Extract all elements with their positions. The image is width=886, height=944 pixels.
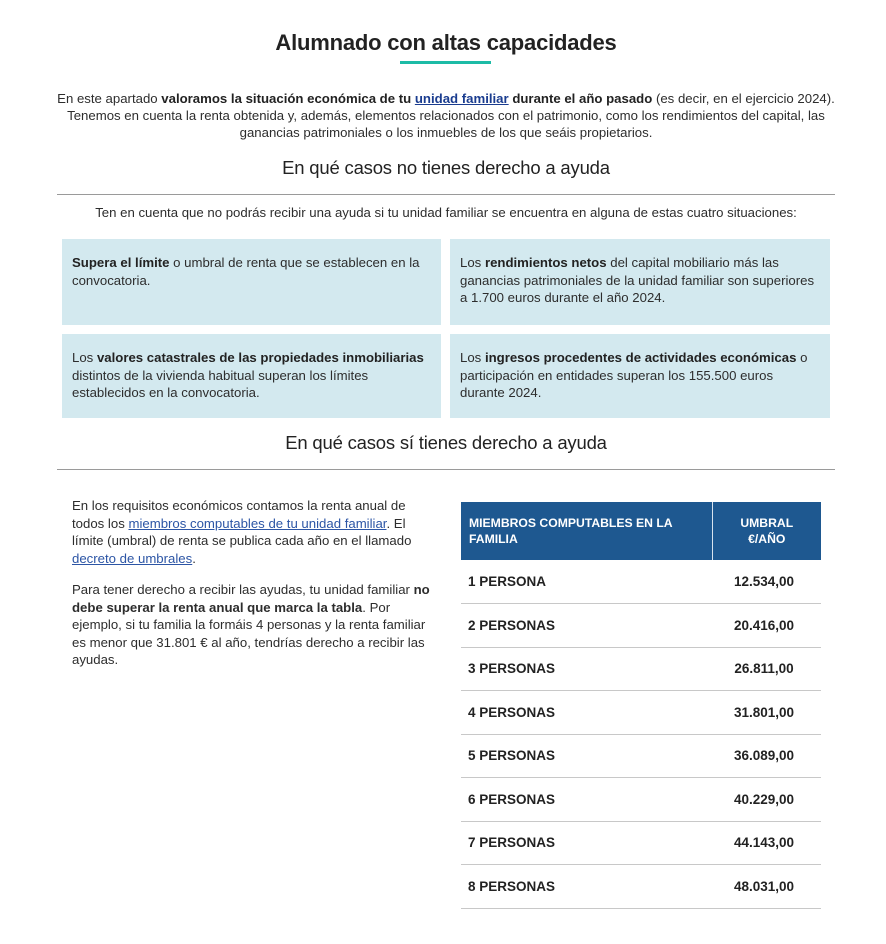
row-miembros: 4 PERSONAS	[461, 691, 712, 735]
card-catastrales: Los valores catastrales de las propiedades inmobiliarias distintos de la vivienda habitual superan los límites establecidos en la convocatoria.	[62, 334, 441, 418]
situations-note: Ten en cuenta que no podrás recibir una ayuda si tu unidad familiar se encuentra en alguna de estas cuatro situaciones:	[95, 205, 797, 220]
table-row	[461, 821, 821, 865]
row-umbral: 26.811,00	[712, 647, 821, 691]
requisitos-paragraph: En los requisitos económicos contamos la renta anual de todos los miembros computables de tu unidad familiar. El límite (umbral) de renta se publica cada año en el llamado decreto de umbrales.	[72, 498, 412, 566]
row-umbral: 31.801,00	[712, 691, 821, 735]
row-umbral: 20.416,00	[712, 604, 821, 648]
umbrales-table	[461, 502, 821, 909]
heading-no-derecho: En qué casos no tienes derecho a ayuda	[282, 157, 610, 178]
row-miembros: 8 PERSONAS	[461, 865, 712, 909]
card-limite: Supera el límite o umbral de renta que se establecen en la convocatoria.	[62, 239, 441, 325]
title-underline	[400, 61, 491, 64]
table-row	[461, 560, 821, 604]
row-umbral: 44.143,00	[712, 821, 821, 865]
card-ingresos: Los ingresos procedentes de actividades económicas o participación en entidades superan los 155.500 euros durante 2024.	[450, 334, 830, 418]
page-title: Alumnado con altas capacidades	[275, 30, 617, 55]
table-row	[461, 647, 821, 691]
row-miembros: 7 PERSONAS	[461, 821, 712, 865]
table-row	[461, 604, 821, 648]
derecho-paragraph: Para tener derecho a recibir las ayudas, tu unidad familiar no debe superar la renta anual que marca la tabla. Por ejemplo, si tu familia la formáis 4 personas y la renta familiar es menor que 31.801 € al año, tendrías derecho a recibir las ayudas.	[72, 582, 430, 667]
divider	[57, 194, 835, 195]
table-header-row	[461, 502, 821, 560]
row-umbral: 12.534,00	[712, 560, 821, 604]
row-miembros: 3 PERSONAS	[461, 647, 712, 691]
table-row	[461, 734, 821, 778]
row-umbral: 36.089,00	[712, 734, 821, 778]
row-miembros: 1 PERSONA	[461, 560, 712, 604]
row-umbral: 48.031,00	[712, 865, 821, 909]
header-miembros: MIEMBROS COMPUTABLES EN LA FAMILIA	[461, 502, 712, 560]
miembros-computables-link[interactable]: miembros computables de tu unidad familiar	[128, 515, 387, 531]
decreto-umbrales-link[interactable]: decreto de umbrales	[72, 550, 193, 566]
requisitos-text	[72, 497, 436, 683]
row-umbral: 40.229,00	[712, 778, 821, 822]
card-rendimientos: Los rendimientos netos del capital mobiliario más las ganancias patrimoniales de la unidad familiar son superiores a 1.700 euros durante el año 2024.	[450, 239, 830, 325]
intro-text: En este apartado valoramos la situación económica de tu unidad familiar durante el año pasado (es decir, en el ejercicio 2024). Tenemos en cuenta la renta obtenida y, además, elementos relacionados con el patrimonio, como los rendimientos del capital, las ganancias patrimoniales o los inmuebles de los que seáis propietarios.	[57, 91, 835, 140]
table-row	[461, 865, 821, 909]
row-miembros: 5 PERSONAS	[461, 734, 712, 778]
heading-si-derecho: En qué casos sí tienes derecho a ayuda	[285, 432, 607, 453]
unidad-familiar-link[interactable]: unidad familiar	[414, 91, 509, 106]
row-miembros: 2 PERSONAS	[461, 604, 712, 648]
header-umbral: UMBRAL €/AÑO	[712, 502, 821, 560]
divider	[57, 469, 835, 470]
table-row	[461, 691, 821, 735]
row-miembros: 6 PERSONAS	[461, 778, 712, 822]
table-row	[461, 778, 821, 822]
